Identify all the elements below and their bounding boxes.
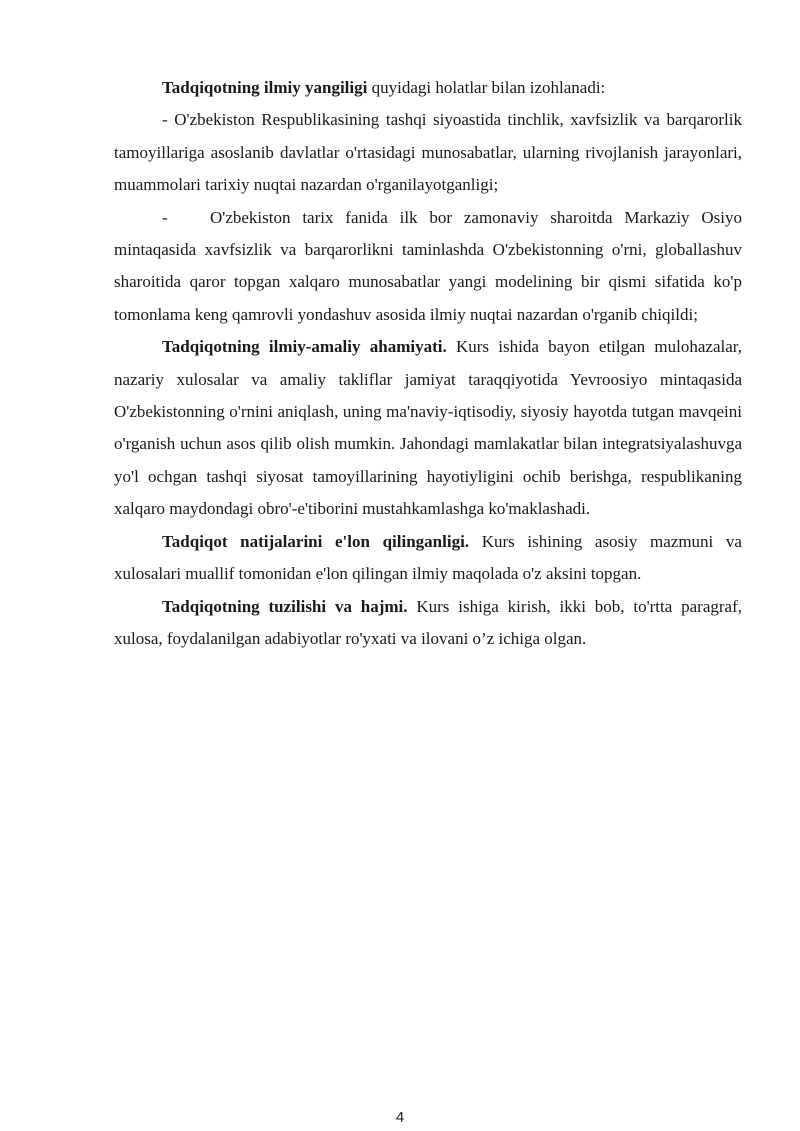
paragraph-text: Kurs ishiga kirish, ikki bob, to'rtta paragraf, xulosa, foydalanilgan adabiyotlar ro'yxati va ilovani o’z ichiga olgan. [114,596,742,648]
paragraph-text: O'zbekiston tarix fanida ilk bor zamonaviy sharoitda Markaziy Osiyo mintaqasida xavfsizlik va barqarorlikni taminlashda O'zbekistonning o'rni, globallashuv sharoitida qaror topgan xalqaro munosabatlar yangi modelining bir qismi sifatida ko'p tomonlama keng qamrovli yondashuv asosida ilmiy nuqtai nazardan o'rganib chiqildi; [114,207,742,324]
list-dash: - [162,207,168,227]
paragraph-results-publication [114,526,742,591]
heading-results-publication: Tadqiqot natijalarini e'lon qilinganligi. [162,531,470,551]
paragraph-text: Kurs ishida bayon etilgan mulohazalar, nazariy xulosalar va amaliy takliflar jamiyat taraqqiyotida Yevroosiyo mintaqasida O'zbekistonning o'rnini aniqlash, uning ma'naviy-iqtisodiy, siyosiy hayotda tutgan mavqeini o'rganish uchun asos qilib olish mumkin. Jahondagi mamlakatlar bilan integratsiyalashuvga yo'l ochgan tashqi siyosat tamoyillarining hayotiyligini ochib berishga, respublikaning xalqaro maydondagi obro'-e'tiborini mustahkamlashga ko'maklashadi. [114,337,742,519]
paragraph-novelty-point-1 [114,104,742,201]
paragraph-scientific-novelty [114,72,742,104]
paragraph-text: - O'zbekiston Respublikasining tashqi siyoastida tinchlik, xavfsizlik va barqarorlik tamoyillariga asoslanib davlatlar o'rtasidagi munosabatlar, ularning rivojlanish jarayonlari, muammolari tarixiy nuqtai nazardan o'rganilayotganligi; [114,110,742,195]
paragraph-structure-volume [114,591,742,656]
page-number: 4 [395,1109,405,1126]
paragraph-practical-significance [114,331,742,525]
document-body [114,72,742,655]
paragraph-novelty-point-2 [114,202,742,332]
heading-practical-significance: Tadqiqotning ilmiy-amaliy ahamiyati. [162,337,447,357]
heading-structure-volume: Tadqiqotning tuzilishi va hajmi. [162,596,408,616]
heading-scientific-novelty: Tadqiqotning ilmiy yangiligi [162,78,368,97]
paragraph-text: quyidagi holatlar bilan izohlanadi: [367,78,606,97]
paragraph-text: Kurs ishining asosiy mazmuni va xulosalari muallif tomonidan e'lon qilingan ilmiy maqolada o'z aksini topgan. [114,531,742,584]
